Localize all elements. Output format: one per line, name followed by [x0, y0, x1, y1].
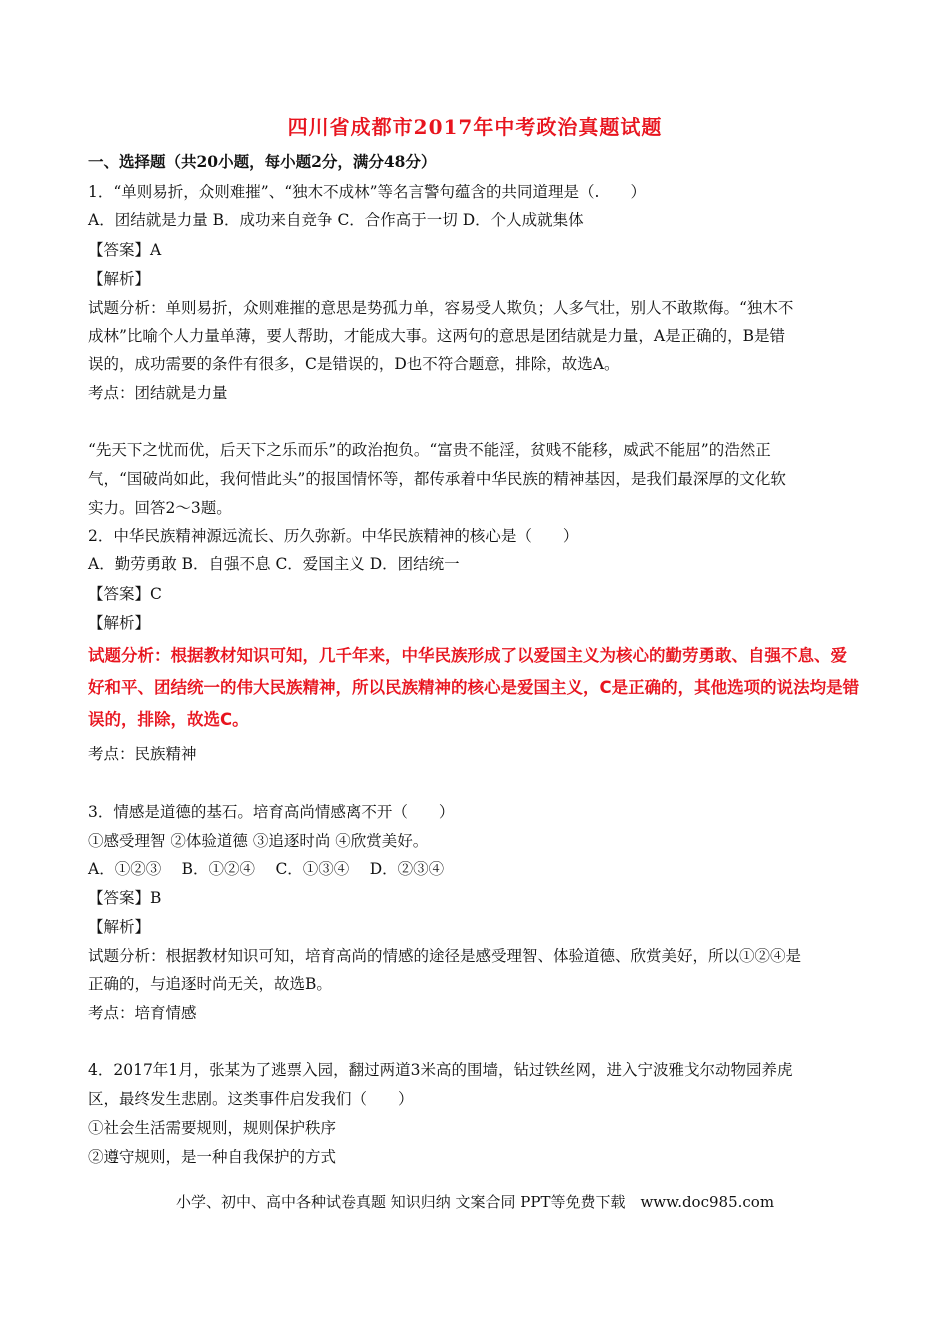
q1-kaodian: 考点：团结就是力量 — [88, 384, 228, 402]
q4-stem-line: 4．2017年1月，张某为了逃票入园，翻过两道3米高的围墙，钻过铁丝网，进入宁波雅戈尔动物园养虎 — [88, 1061, 793, 1079]
q1-analysis-line: 误的，成功需要的条件有很多，C是错误的，D也不符合题意，排除，故选A。 — [88, 355, 620, 373]
q3-analysis-line: 正确的，与追逐时尚无关，故选B。 — [88, 975, 332, 993]
q3-analysis-line: 试题分析：根据教材知识可知，培育高尚的情感的途径是感受理智、体验道德、欣赏美好，所以①②④是 — [88, 947, 802, 965]
page-footer: 小学、初中、高中各种试卷真题 知识归纳 文案合同 PPT等免费下载 www.doc985.com — [175, 1193, 775, 1211]
passage-line: “先天下之忧而优，后天下之乐而乐”的政治抱负。“富贵不能淫，贫贱不能移，威武不能屈”的浩然正 — [88, 441, 771, 459]
passage-line: 气，“国破尚如此，我何惜此头”的报国情怀等，都传承着中华民族的精神基因，是我们最深厚的文化软 — [88, 470, 786, 488]
q2-analysis-line: 误的，排除，故选C。 — [88, 710, 249, 729]
page-title: 四川省成都市2017年中考政治真题试题 — [287, 115, 663, 139]
q3-kaodian: 考点：培育情感 — [88, 1004, 197, 1022]
q4-stem-line: 区，最终发生悲剧。这类事件启发我们（ ） — [88, 1090, 414, 1108]
q2-stem: 2．中华民族精神源远流长、历久弥新。中华民族精神的核心是（ ） — [88, 527, 579, 545]
q2-answer: 【答案】C — [88, 585, 162, 603]
q3-stem: 3．情感是道德的基石。培育高尚情感离不开（ ） — [88, 803, 455, 821]
q2-kaodian: 考点：民族精神 — [88, 745, 197, 763]
q3-analysis-label: 【解析】 — [88, 918, 151, 936]
q1-answer: 【答案】A — [88, 241, 162, 259]
q2-analysis-line: 试题分析：根据教材知识可知，几千年来，中华民族形成了以爱国主义为核心的勤劳勇敢、自强不息、爱 — [88, 646, 847, 665]
q1-options: A．团结就是力量 B．成功来自竞争 C．合作高于一切 D．个人成就集体 — [88, 211, 584, 229]
q2-analysis-label: 【解析】 — [88, 614, 151, 632]
q2-analysis-line: 好和平、团结统一的伟大民族精神，所以民族精神的核心是爱国主义，C是正确的，其他选项的说法均是错 — [88, 678, 860, 697]
q4-item: ②遵守规则，是一种自我保护的方式 — [88, 1148, 337, 1166]
section-heading: 一、选择题（共20小题，每小题2分，满分48分） — [88, 152, 437, 171]
passage-line: 实力。回答2～3题。 — [88, 499, 232, 517]
q1-analysis-line: 试题分析：单则易折，众则难摧的意思是势孤力单，容易受人欺负；人多气壮，别人不敢欺侮。“独木不 — [88, 299, 794, 317]
q3-options: A．①②③ B．①②④ C．①③④ D．②③④ — [88, 860, 445, 878]
q2-options: A．勤劳勇敢 B．自强不息 C．爱国主义 D．团结统一 — [88, 555, 460, 573]
q1-analysis-line: 成林”比喻个人力量单薄，要人帮助，才能成大事。这两句的意思是团结就是力量，A是正确的，B是错 — [88, 327, 786, 345]
q3-items: ①感受理智 ②体验道德 ③追逐时尚 ④欣赏美好。 — [88, 832, 429, 850]
q1-analysis-label: 【解析】 — [88, 270, 151, 288]
q3-answer: 【答案】B — [88, 889, 162, 907]
q4-item: ①社会生活需要规则，规则保护秩序 — [88, 1119, 337, 1137]
q1-stem: 1．“单则易折，众则难摧”、“独木不成林”等名言警句蕴含的共同道理是（. ） — [88, 183, 646, 201]
